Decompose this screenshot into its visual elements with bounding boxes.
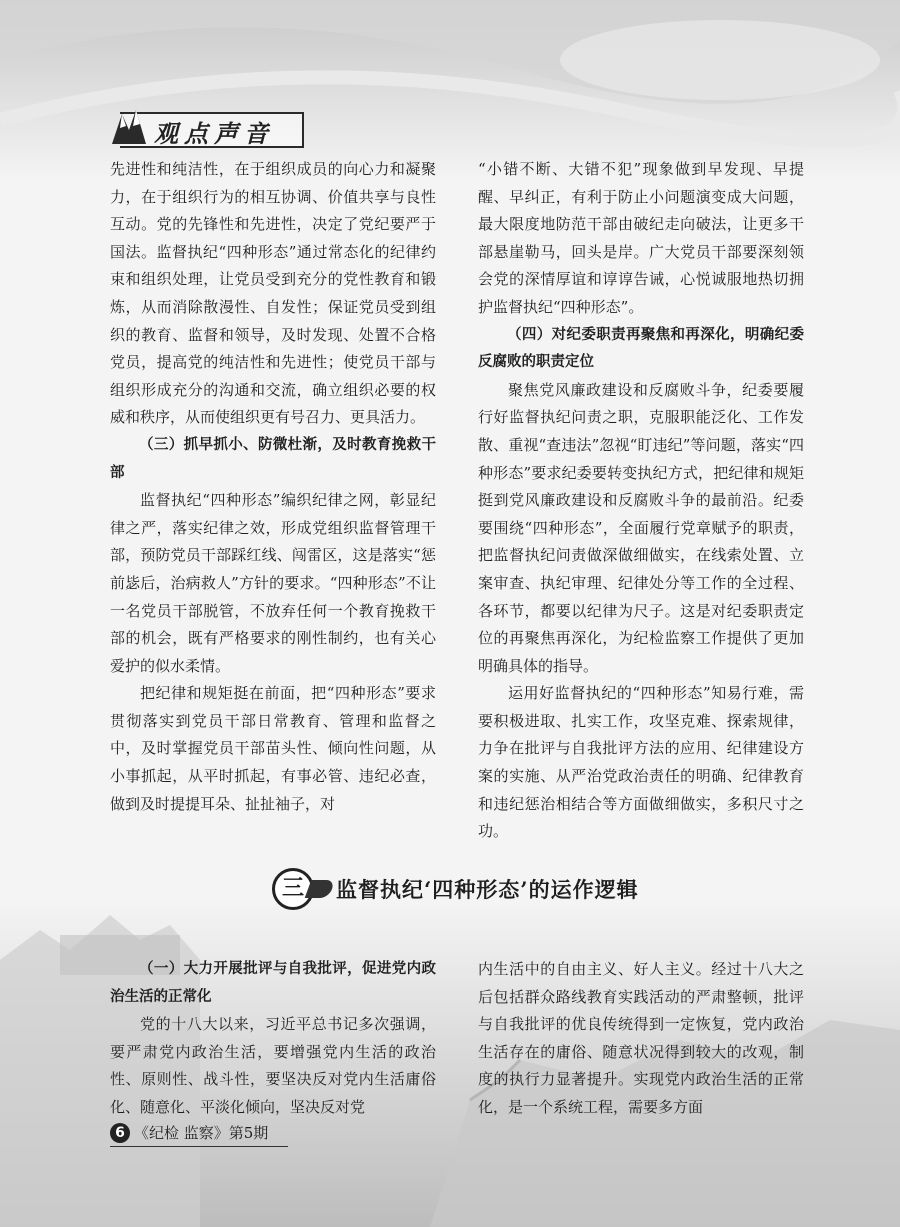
column-header-badge: [110, 104, 300, 150]
paragraph: 监督执纪“四种形态”编织纪律之网，彰显纪律之严，落实纪律之效，形成党组织监督管理干部，预防党员干部踩红线、闯雷区，这是落实“惩前毖后，治病救人”方针的要求。“四种形态”不让一名党员干部脱管，不放弃任何一个教育挽救干部的机会，既有严格要求的刚性制约，也有关心爱护的似水柔情。: [110, 491, 436, 675]
brush-stroke-icon: [305, 880, 336, 898]
bottom-left-column: [110, 956, 436, 1122]
paragraph: 聚焦党风廉政建设和反腐败斗争，纪委要履行好监督执纪问责之职，克服职能泛化、工作发散、重视“查违法”忽视“盯违纪”等问题，落实“四种形态”要求纪委要转变执纪方式，把纪律和规矩挺到党风廉政建设和反腐败斗争的最前沿。纪委要围绕“四种形态”，全面履行党章赋予的职责，把监督执纪问责做深做细做实，在线索处置、立案审查、执纪审理、纪律处分等工作的全过程、各环节，都要以纪律为尺子。这是对纪委职责定位的再聚焦再深化，为纪检监察工作提供了更加明确具体的指导。: [478, 380, 804, 675]
paragraph: 把纪律和规矩挺在前面，把“四种形态”要求贯彻落实到党员干部日常教育、管理和监督之中，及时掌握党员干部苗头性、倾向性问题，从小事抓起，从平时抓起，有事必管、违纪必查，做到及时提提耳朵、扯扯袖子，对: [110, 684, 436, 813]
page-footer: [110, 1122, 310, 1146]
paragraph: 先进性和纯洁性，在于组织成员的向心力和凝聚力，在于组织行为的相互协调、价值共享与良性互动。党的先锋性和先进性，决定了党纪要严于国法。监督执纪“四种形态”通过常态化的纪律约束和组织处理，让党员受到充分的党性教育和锻炼，从而消除散漫性、自发性；保证党员受到组织的教育、监督和领导，及时发现、处置不合格党员，提高党的纯洁性和先进性；使党员干部与组织形成充分的沟通和交流，确立组织必要的权威和秩序，从而使组织更有号召力、更具活力。: [110, 160, 436, 427]
magazine-name: 《纪检 监察》第5期: [134, 1124, 269, 1142]
section-number: 三: [281, 875, 304, 901]
section-heading: [272, 866, 692, 912]
bottom-right-column: [478, 956, 804, 1122]
top-right-column: [478, 156, 804, 846]
subheading: （三）抓早抓小、防微杜渐，及时教育挽救干部: [110, 436, 436, 481]
header-label: 观点声音: [154, 119, 274, 148]
subheading: （一）大力开展批评与自我批评，促进党内政治生活的正常化: [110, 961, 436, 1005]
top-left-column: [110, 156, 436, 818]
page-number: 6: [110, 1123, 130, 1143]
paragraph: “小错不断、大错不犯”现象做到早发现、早提醒、早纠正，有利于防止小问题演变成大问题，最大限度地防范干部由破纪走向破法，让更多干部悬崖勒马，回头是岸。广大党员干部要深刻领会党的深情厚谊和谆谆告诫，心悦诚服地热切拥护监督执纪“四种形态”。: [478, 160, 804, 316]
paragraph: 党的十八大以来，习近平总书记多次强调，要严肃党内政治生活，要增强党内生活的政治性、原则性、战斗性，要坚决反对党内生活庸俗化、随意化、平淡化倾向，坚决反对党: [110, 1015, 436, 1116]
section-title: 监督执纪‘四种形态’的运作逻辑: [336, 877, 639, 902]
subheading: （四）对纪委职责再聚焦和再深化，明确纪委反腐败的职责定位: [478, 326, 804, 371]
mountain-icon: [110, 106, 148, 146]
footer-rule: [110, 1146, 288, 1147]
paragraph: 运用好监督执纪的“四种形态”知易行难，需要积极进取、扎实工作，攻坚克难、探索规律，力争在批评与自我批评方法的应用、纪律建设方案的实施、从严治党政治责任的明确、纪律教育和违纪惩治相结合等方面做细做实，多积尺寸之功。: [478, 684, 804, 841]
paragraph: 内生活中的自由主义、好人主义。经过十八大之后包括群众路线教育实践活动的严肃整顿，批评与自我批评的优良传统得到一定恢复，党内政治生活存在的庸俗、随意状况得到较大的改观，制度的执行力显著提升。实现党内政治生活的正常化，是一个系统工程，需要多方面: [478, 960, 804, 1116]
